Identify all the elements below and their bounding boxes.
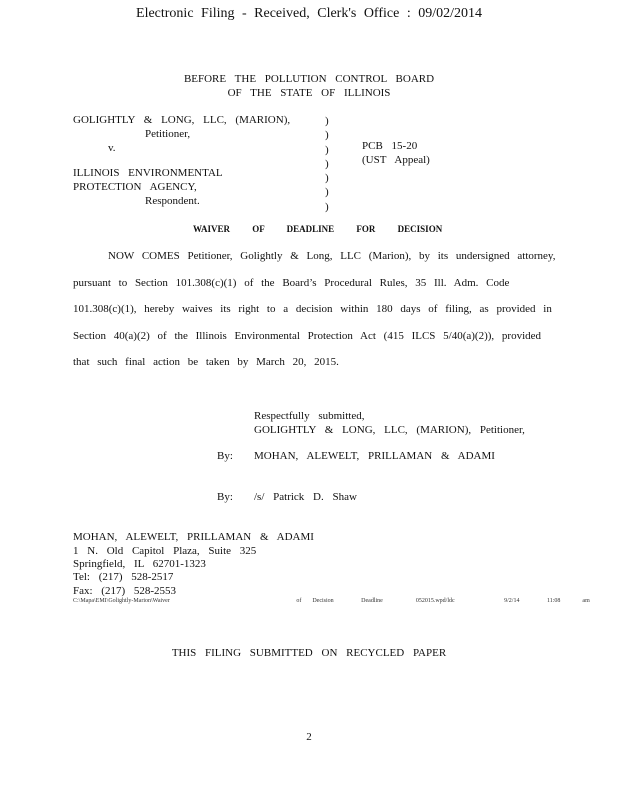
by-label-1: By: xyxy=(217,450,233,462)
body-line-3: 101.308(c)(1), hereby waives its right to a decision within 180 days of filing, as provided in xyxy=(73,303,552,315)
file-path: C:\Mapa\EMI\Golightly-Marion\Waiver of Decision Deadline 052015.wpd/ldc 9/2/14 11:08 am xyxy=(73,598,590,604)
petitioner-name: GOLIGHTLY & LONG, LLC, (MARION), xyxy=(73,114,291,126)
address-firm: MOHAN, ALEWELT, PRILLAMAN & ADAMI xyxy=(73,531,314,543)
respondent-role: Respondent. xyxy=(145,195,200,207)
body-line-4: Section 40(a)(2) of the Illinois Environmental Protection Act (415 ILCS 5/40(a)(2)), provided xyxy=(73,330,542,342)
recycled-paper-note: THIS FILING SUBMITTED ON RECYCLED PAPER xyxy=(171,647,447,659)
versus: v. xyxy=(108,142,116,154)
signature-party: GOLIGHTLY & LONG, LLC, (MARION), Petitioner, xyxy=(254,424,525,436)
address-street: 1 N. Old Capitol Plaza, Suite 325 xyxy=(73,545,257,557)
page-number: 2 xyxy=(306,731,312,743)
filing-stamp: Electronic Filing - Received, Clerk's Office : 09/02/2014 xyxy=(136,6,482,21)
petitioner-role: Petitioner, xyxy=(145,128,191,140)
body-line-2: pursuant to Section 101.308(c)(1) of the Board’s Procedural Rules, 35 Ill. Adm. Code xyxy=(73,277,510,289)
board-heading-line2: OF THE STATE OF ILLINOIS xyxy=(227,87,391,99)
respondent-name-line1: ILLINOIS ENVIRONMENTAL xyxy=(73,167,223,179)
address-tel: Tel: (217) 528-2517 xyxy=(73,571,174,583)
signer-name: /s/ Patrick D. Shaw xyxy=(254,491,357,503)
respectfully-submitted: Respectfully submitted, xyxy=(254,410,365,422)
signature-firm: MOHAN, ALEWELT, PRILLAMAN & ADAMI xyxy=(254,450,495,462)
body-line-1: NOW COMES Petitioner, Golightly & Long, LLC (Marion), by its undersigned attorney, xyxy=(108,250,556,262)
case-number: PCB 15-20 xyxy=(362,140,418,152)
case-type: (UST Appeal) xyxy=(362,154,430,166)
by-label-2: By: xyxy=(217,491,233,503)
document-title: WAIVER OF DEADLINE FOR DECISION xyxy=(193,224,443,234)
address-fax: Fax: (217) 528-2553 xyxy=(73,585,177,597)
board-heading-line1: BEFORE THE POLLUTION CONTROL BOARD xyxy=(183,73,435,85)
respondent-name-line2: PROTECTION AGENCY, xyxy=(73,181,197,193)
caption-parentheses: ) ) ) ) ) ) ) xyxy=(325,115,329,213)
address-city: Springfield, IL 62701-1323 xyxy=(73,558,206,570)
body-line-5: that such final action be taken by March 20, 2015. xyxy=(73,356,339,368)
